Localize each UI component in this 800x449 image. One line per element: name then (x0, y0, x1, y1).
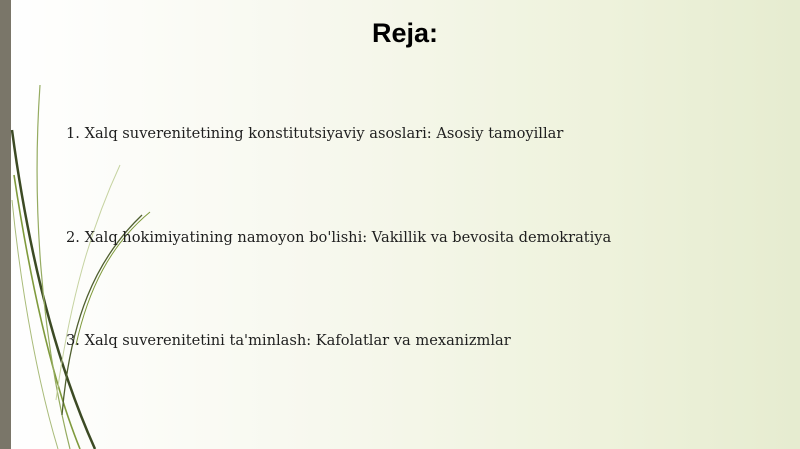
plan-item-3: 3. Xalq suverenitetini ta'minlash: Kafolatlar va mexanizmlar (66, 332, 511, 349)
plan-item-2: 2. Xalq hokimiyatining namoyon bo'lishi: Vakillik va bevosita demokratiya (66, 229, 612, 246)
plan-item-1: 1. Xalq suverenitetining konstitutsiyaviy asoslari: Asosiy tamoyillar (66, 125, 564, 142)
slide-title: Reja: (371, 18, 439, 48)
